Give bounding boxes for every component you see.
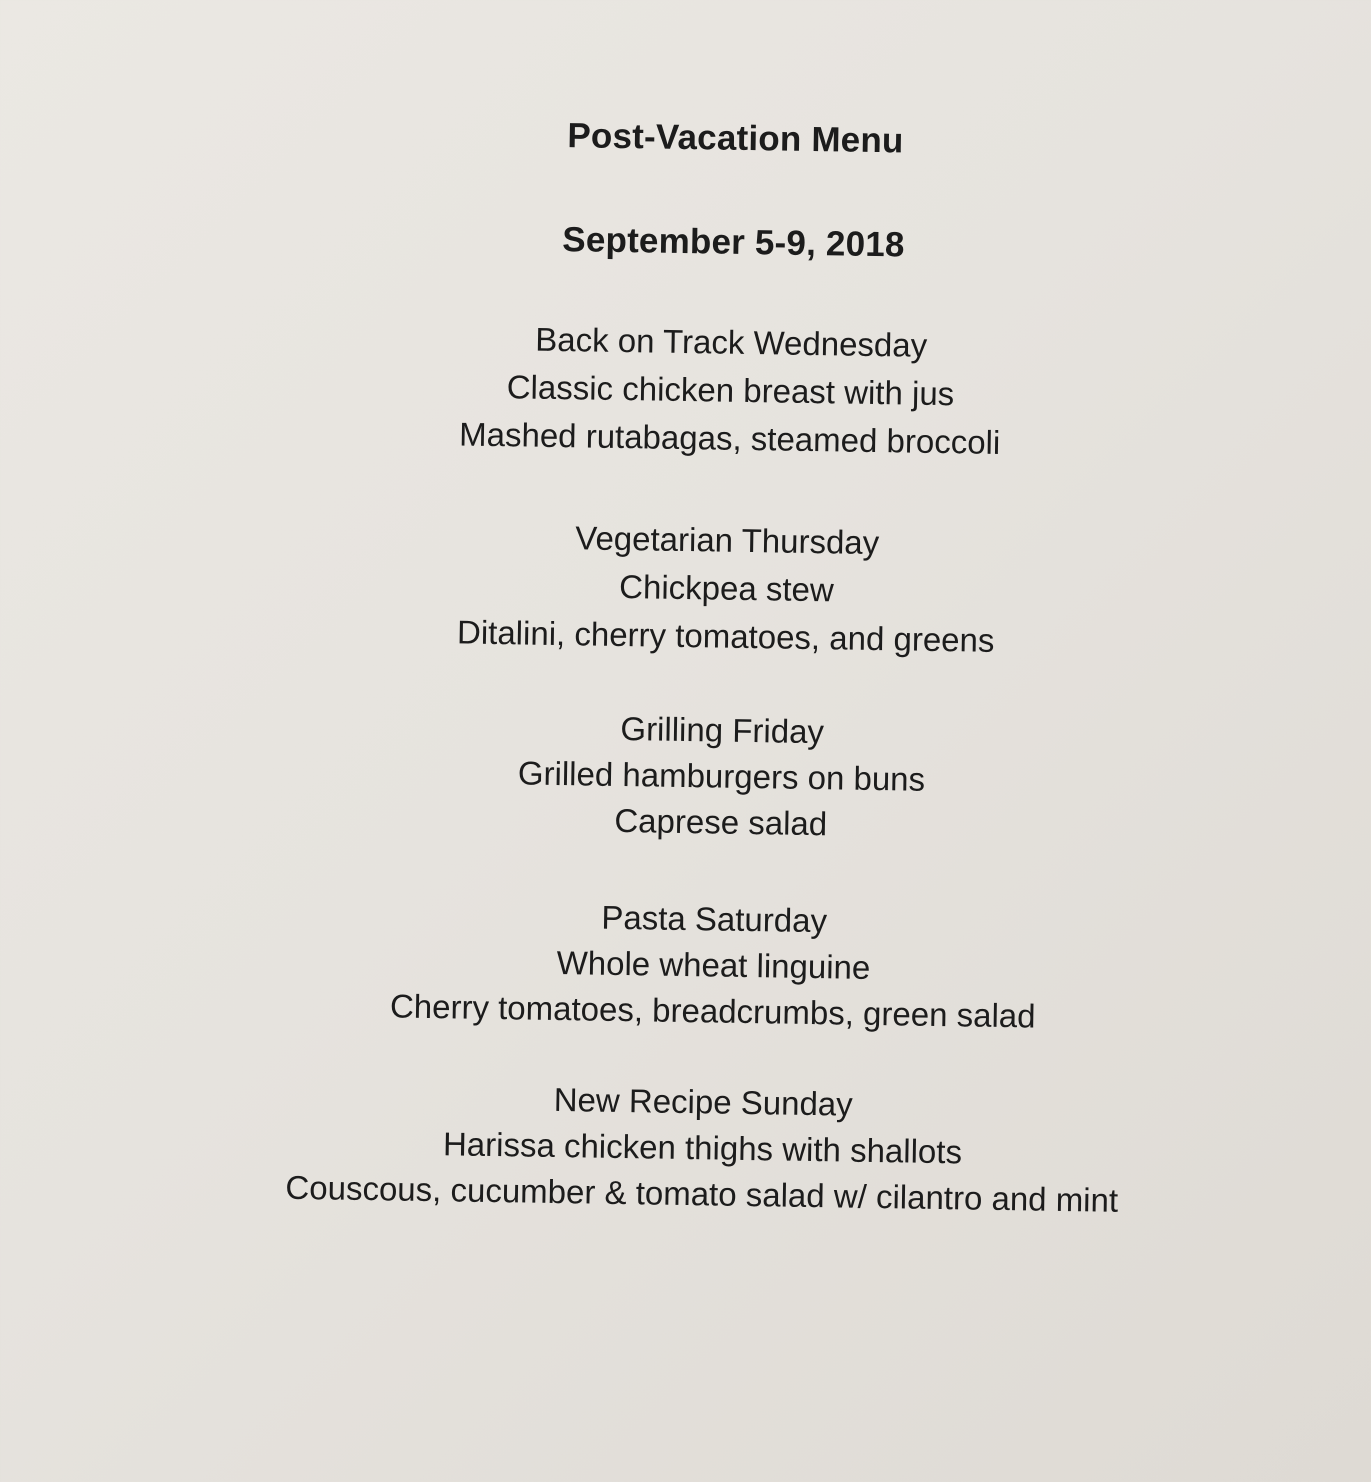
day-heading: Back on Track Wednesday	[535, 320, 928, 364]
day-main-dish: Chickpea stew	[618, 567, 835, 609]
menu-day-wednesday	[0, 307, 1371, 473]
day-heading: New Recipe Sunday	[553, 1080, 854, 1123]
day-sides: Couscous, cucumber & tomato salad w/ cilantro and mint	[285, 1168, 1119, 1219]
day-sides: Ditalini, cherry tomatoes, and greens	[456, 613, 995, 659]
day-heading: Vegetarian Thursday	[575, 519, 880, 562]
menu-day-saturday	[0, 885, 1371, 1045]
day-main-dish: Classic chicken breast with jus	[506, 368, 955, 413]
day-heading: Grilling Friday	[620, 709, 825, 751]
menu-day-thursday	[0, 505, 1371, 671]
day-main-dish: Grilled hamburgers on buns	[517, 754, 926, 798]
menu-day-friday	[0, 696, 1371, 856]
day-sides: Caprese salad	[614, 801, 828, 843]
day-sides: Cherry tomatoes, breadcrumbs, green salad	[389, 987, 1036, 1035]
menu-date: September 5-9, 2018	[562, 220, 905, 265]
menu-day-sunday	[0, 1068, 1371, 1228]
day-main-dish: Harissa chicken thighs with shallots	[442, 1125, 963, 1171]
menu-title: Post-Vacation Menu	[567, 116, 904, 161]
day-sides: Mashed rutabagas, steamed broccoli	[458, 415, 1001, 461]
day-heading: Pasta Saturday	[601, 898, 828, 940]
day-main-dish: Whole wheat linguine	[556, 943, 871, 986]
